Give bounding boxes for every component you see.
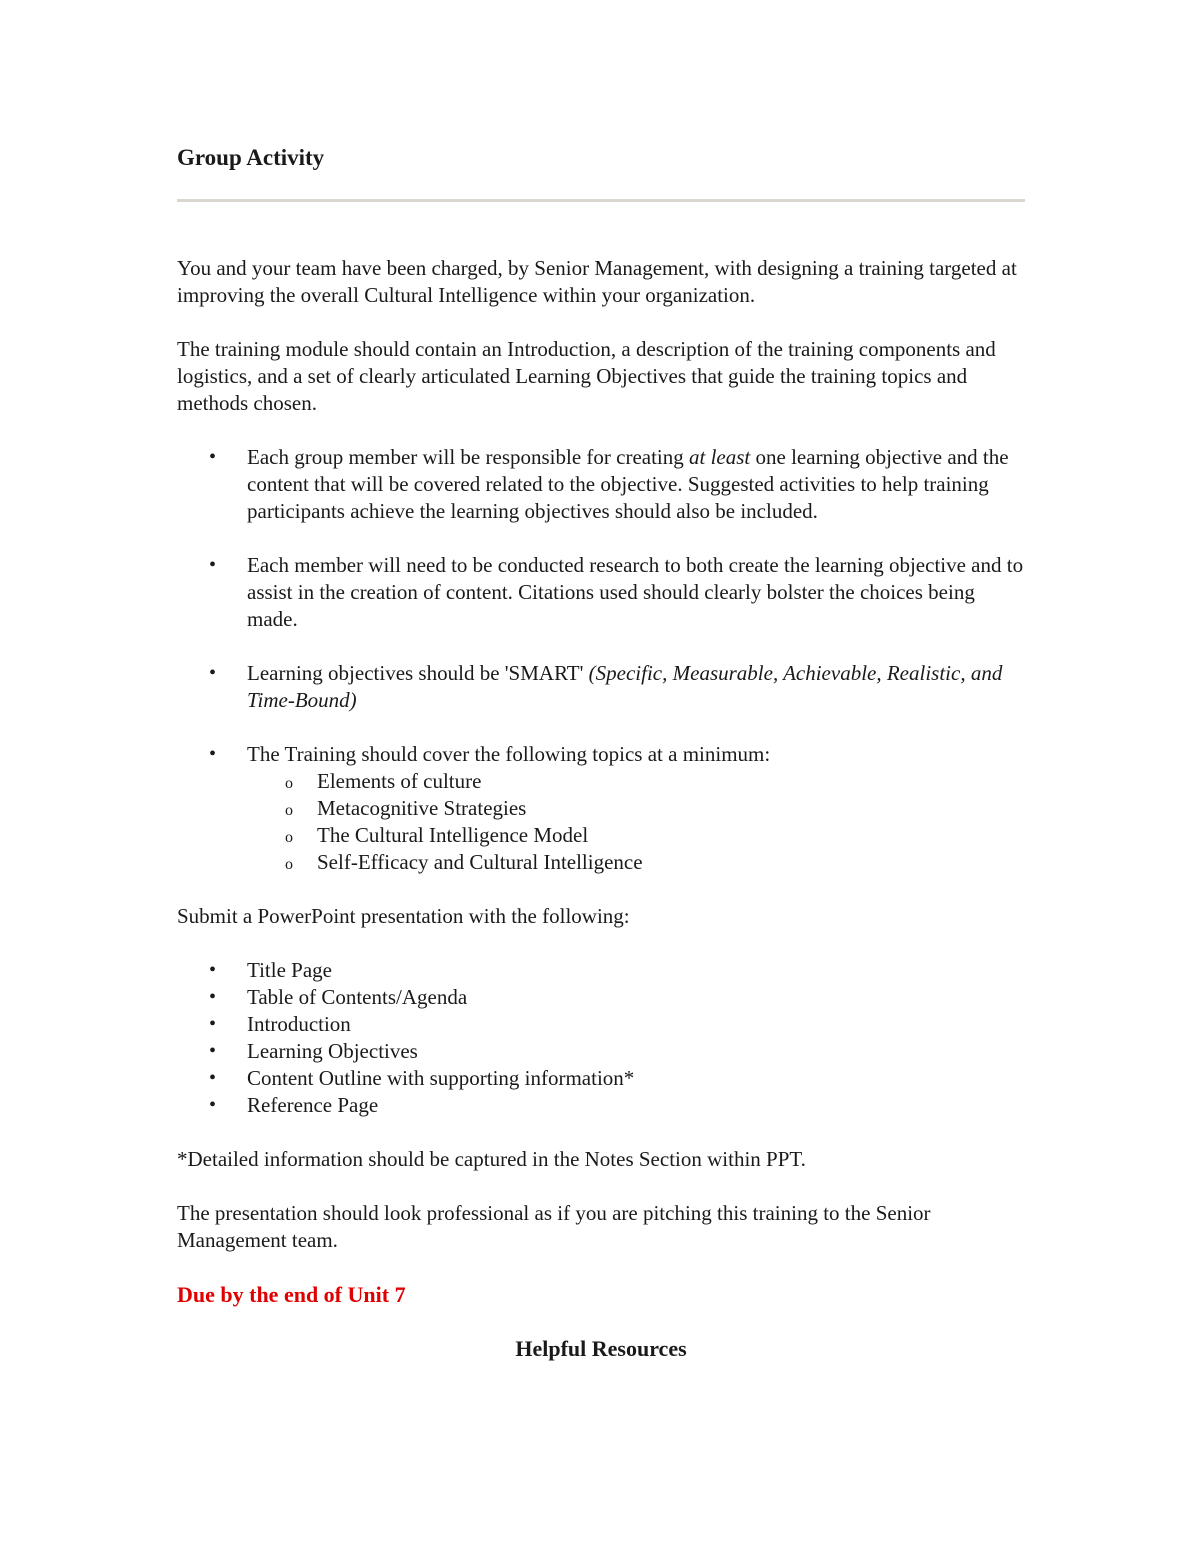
bullet-icon: • [209, 446, 217, 468]
bullet-icon: • [209, 959, 217, 981]
submit-paragraph: Submit a PowerPoint presentation with the following: [177, 904, 630, 928]
sub-bullet-icon: o [285, 802, 293, 819]
topic-text: The Cultural Intelligence Model [317, 823, 589, 847]
bullet-text-start: Each group member will be responsible for creating [247, 445, 690, 469]
deliverable-text: Content Outline with supporting information* [247, 1066, 635, 1090]
requirements-list [177, 444, 1025, 876]
deliverable-item [177, 1065, 1025, 1092]
deliverable-item [177, 1038, 1025, 1065]
bullet-text-emphasis: at least [689, 445, 751, 469]
deliverable-text: Table of Contents/Agenda [247, 985, 468, 1009]
list-item [177, 741, 1025, 876]
topic-item [247, 795, 1025, 822]
notes-paragraph: *Detailed information should be captured in the Notes Section within PPT. [177, 1147, 806, 1171]
intro-paragraph: You and your team have been charged, by Senior Management, with designing a training targeted at improving the overall Cultural Intelligence within your organization. [177, 256, 1017, 307]
deliverable-text: Title Page [247, 958, 332, 982]
topic-text: Metacognitive Strategies [317, 796, 527, 820]
deliverable-text: Reference Page [247, 1093, 379, 1117]
deliverable-item [177, 957, 1025, 984]
title-divider [177, 199, 1025, 202]
topic-item [247, 822, 1025, 849]
deliverable-text: Learning Objectives [247, 1039, 418, 1063]
topics-list [247, 768, 1025, 876]
bullet-icon: • [209, 554, 217, 576]
bullet-icon: • [209, 986, 217, 1008]
topic-item [247, 768, 1025, 795]
bullet-text-start: Learning objectives should be 'SMART' [247, 661, 589, 685]
pitch-paragraph: The presentation should look professional as if you are pitching this training to the Senior Management team. [177, 1201, 931, 1252]
bullet-icon: • [209, 1040, 217, 1062]
topic-item [247, 849, 1025, 876]
deliverable-item [177, 1092, 1025, 1119]
module-paragraph: The training module should contain an Introduction, a description of the training components and logistics, and a set of clearly articulated Learning Objectives that guide the training topics and methods chosen. [177, 337, 996, 415]
document-content [177, 140, 1025, 1362]
list-item [177, 444, 1025, 525]
deliverable-item [177, 1011, 1025, 1038]
bullet-icon: • [209, 1013, 217, 1035]
bullet-text: The Training should cover the following topics at a minimum: [247, 742, 771, 766]
bullet-text: Each member will need to be conducted research to both create the learning objective and to assist in the creation of content. Citations used should clearly bolster the choices being made. [247, 553, 1024, 631]
bullet-icon: • [209, 662, 217, 684]
sub-bullet-icon: o [285, 829, 293, 846]
list-item [177, 552, 1025, 633]
list-item [177, 660, 1025, 714]
bullet-text-emphasis: (Specific, Measurable, Achievable, Realistic, and Time-Bound) [247, 661, 1003, 712]
sub-bullet-icon: o [285, 856, 293, 873]
deliverable-text: Introduction [247, 1012, 351, 1036]
sub-bullet-icon: o [285, 775, 293, 792]
bullet-icon: • [209, 1067, 217, 1089]
topic-text: Self-Efficacy and Cultural Intelligence [317, 850, 643, 874]
topic-text: Elements of culture [317, 769, 482, 793]
bullet-icon: • [209, 1094, 217, 1116]
bullet-icon: • [209, 743, 217, 765]
page-title: Group Activity [177, 145, 325, 170]
bullet-text-end: one learning objective and the content that will be covered related to the objective. Suggested activities to help training participants achieve the learning objectives should also be included. [247, 445, 1009, 523]
deliverables-list [177, 957, 1025, 1119]
due-date: Due by the end of Unit 7 [177, 1282, 406, 1307]
deliverable-item [177, 984, 1025, 1011]
helpful-resources-heading: Helpful Resources [515, 1336, 687, 1361]
